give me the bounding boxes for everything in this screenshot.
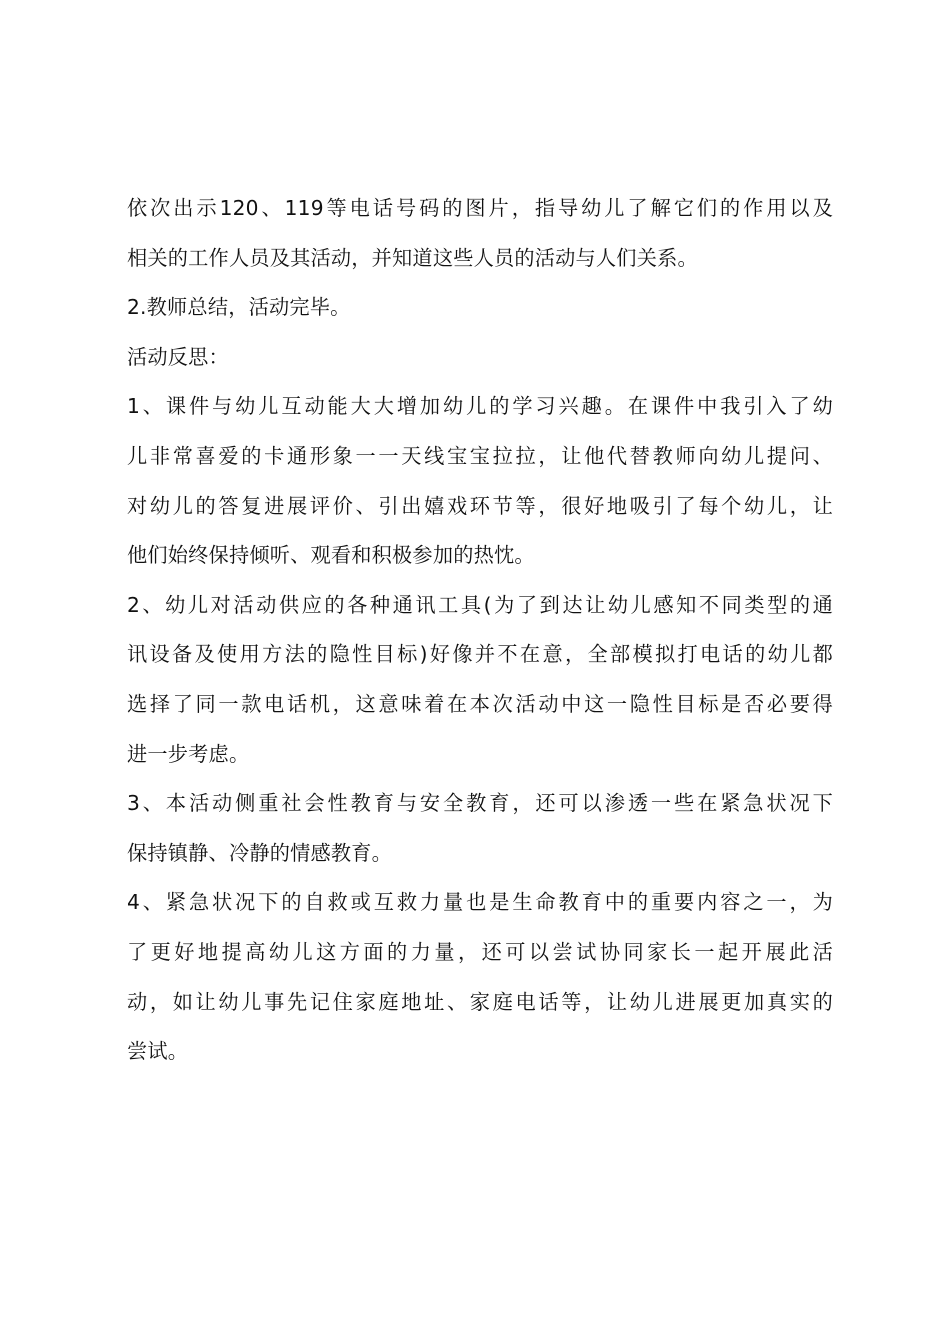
document-body — [127, 184, 833, 1077]
paragraph-teacher-summary — [127, 283, 833, 333]
paragraph-reflection-2 — [127, 581, 833, 779]
text-line: 2.教师总结，活动完毕。 — [127, 295, 351, 320]
paragraph-reflection-4 — [127, 878, 833, 1076]
paragraph-emergency-numbers — [127, 184, 833, 283]
text-line: 活动反思： — [127, 344, 229, 369]
text-line: 儿非常喜爱的卡通形象一一天线宝宝拉拉，让他代替教师向幼儿提问、 — [127, 443, 833, 468]
paragraph-reflection-1 — [127, 382, 833, 580]
text-line: 4、紧急状况下的自救或互救力量也是生命教育中的重要内容之一，为 — [127, 890, 833, 915]
text-line: 动，如让幼儿事先记住家庭地址、家庭电话等，让幼儿进展更加真实的 — [127, 989, 833, 1014]
text-line: 保持镇静、冷静的情感教育。 — [127, 840, 393, 865]
text-line: 尝试。 — [127, 1039, 189, 1064]
text-line: 了更好地提高幼儿这方面的力量，还可以尝试协同家长一起开展此活 — [127, 939, 833, 964]
text-line: 2、幼儿对活动供应的各种通讯工具(为了到达让幼儿感知不同类型的通 — [127, 592, 833, 617]
text-line: 3、本活动侧重社会性教育与安全教育，还可以渗透一些在紧急状况下 — [127, 791, 833, 816]
text-line: 相关的工作人员及其活动，并知道这些人员的活动与人们关系。 — [127, 245, 698, 270]
text-line: 讯设备及使用方法的隐性目标)好像并不在意，全部模拟打电话的幼儿都 — [127, 642, 833, 667]
paragraph-reflection-3 — [127, 779, 833, 878]
text-line: 对幼儿的答复进展评价、引出嬉戏环节等，很好地吸引了每个幼儿，让 — [127, 493, 833, 518]
text-line: 选择了同一款电话机，这意味着在本次活动中这一隐性目标是否必要得 — [127, 691, 833, 716]
text-line: 依次出示120、119等电话号码的图片，指导幼儿了解它们的作用以及 — [127, 196, 833, 220]
text-line: 1、课件与幼儿互动能大大增加幼儿的学习兴趣。在课件中我引入了幼 — [127, 394, 833, 419]
section-heading-reflection — [127, 333, 833, 383]
text-line: 进一步考虑。 — [127, 741, 250, 766]
text-line: 他们始终保持倾听、观看和积极参加的热忱。 — [127, 543, 535, 568]
